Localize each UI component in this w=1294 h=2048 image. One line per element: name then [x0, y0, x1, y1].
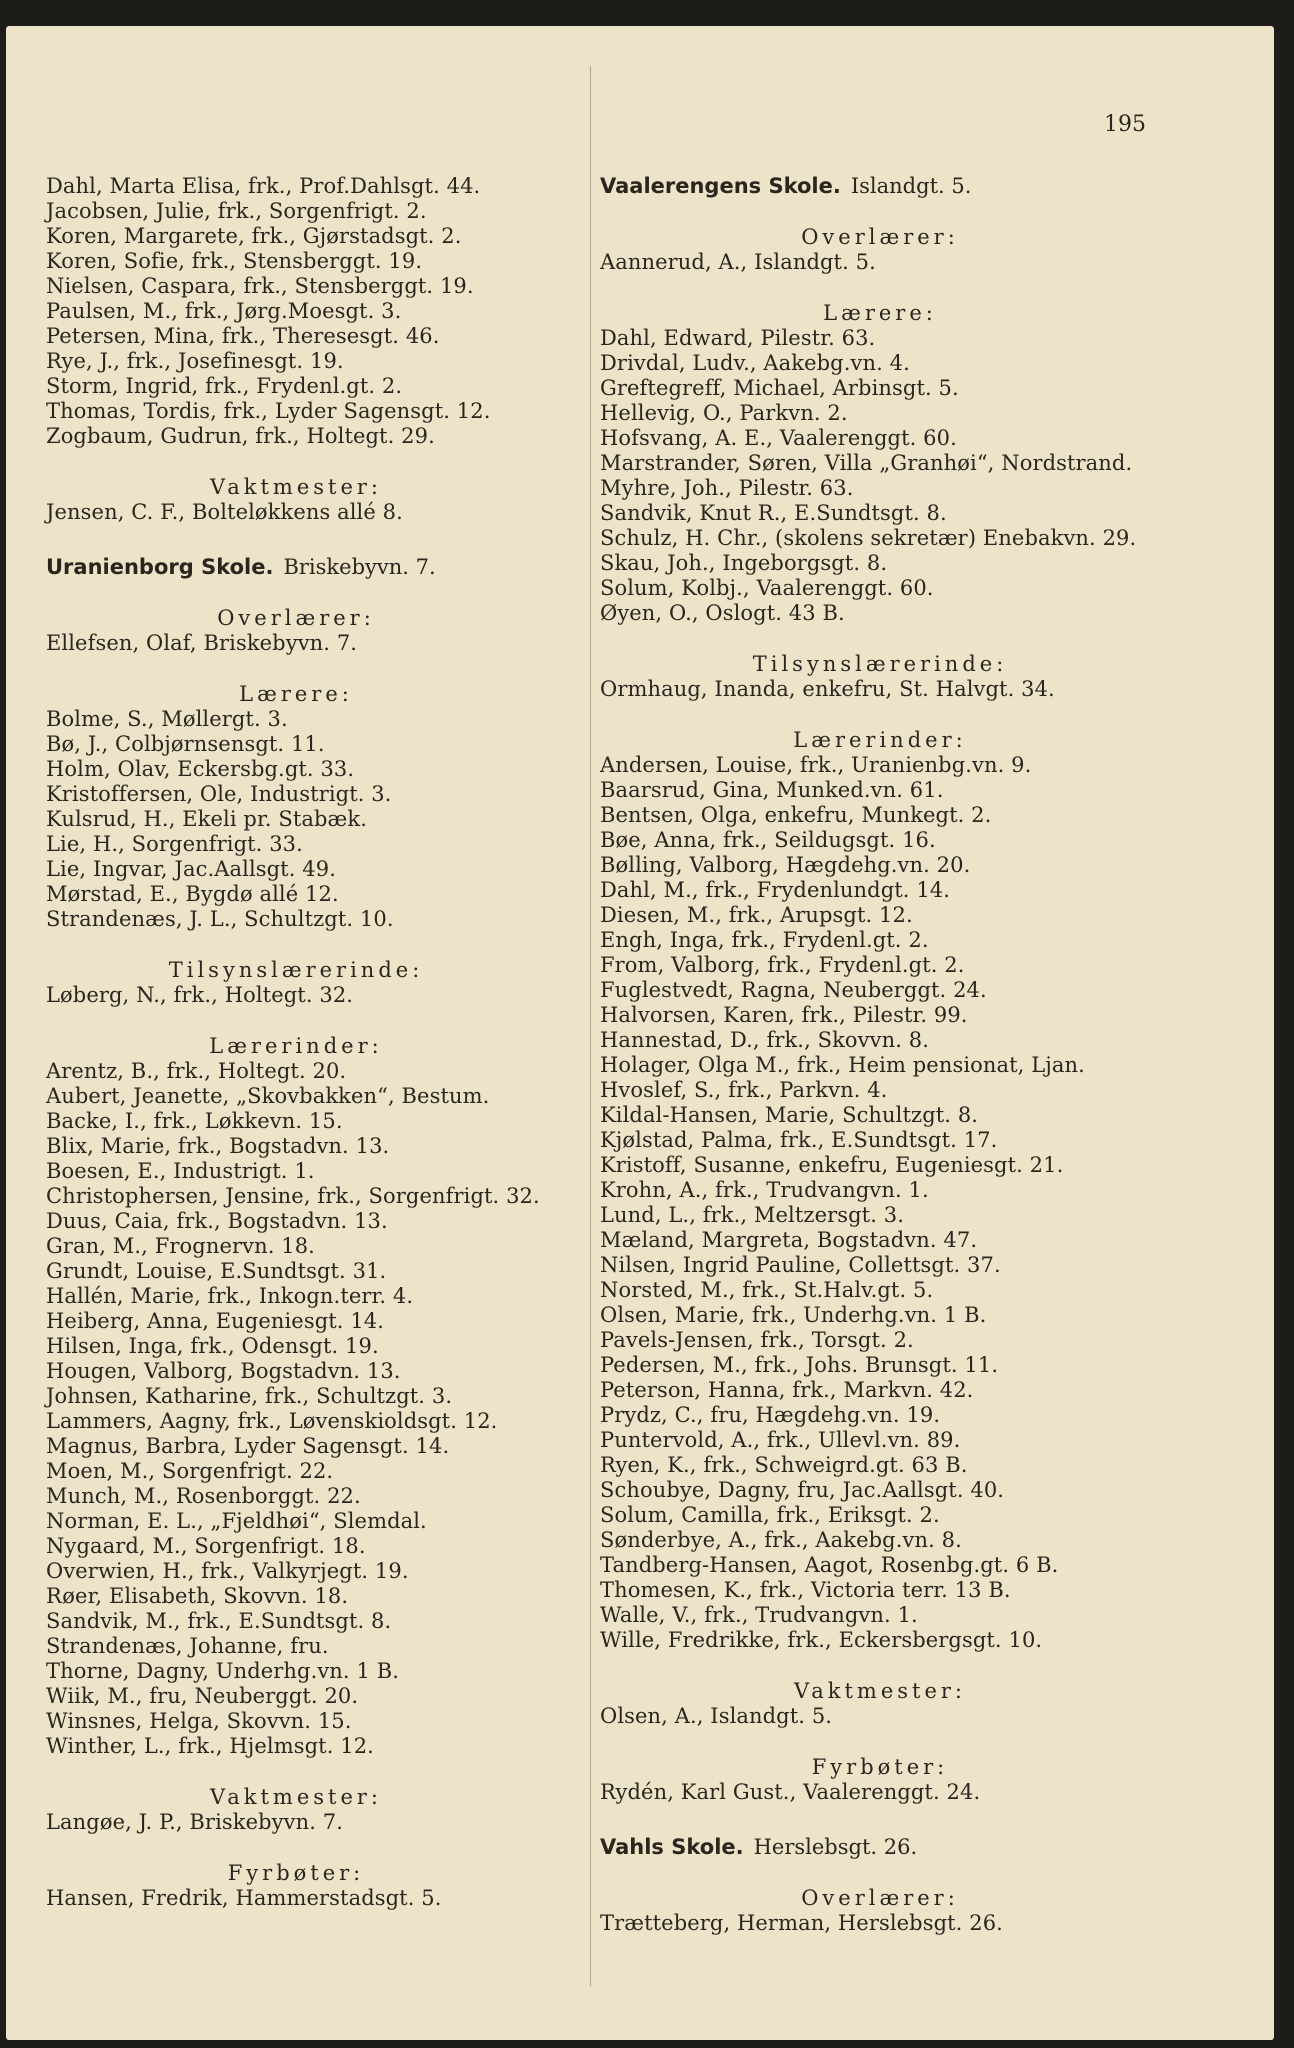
directory-entry: Solum, Kolbj., Vaalerenggt. 60. — [600, 576, 934, 600]
overlaerer-list — [600, 250, 1160, 275]
directory-entry: Bø, J., Colbjørnsensgt. 11. — [46, 732, 325, 756]
laererinder-list — [600, 753, 1160, 1653]
laerere-heading: Lærere: — [239, 682, 353, 706]
directory-entry: Peterson, Hanna, frk., Markvn. 42. — [600, 1378, 974, 1402]
directory-entry: Kulsrud, H., Ekeli pr. Stabæk. — [46, 807, 367, 831]
school-name: Vaalerengens Skole. — [600, 174, 841, 198]
directory-entry: Zogbaum, Gudrun, frk., Holtegt. 29. — [46, 424, 435, 448]
directory-entry: Røer, Elisabeth, Skovvn. 18. — [46, 1584, 349, 1608]
directory-entry: Christophersen, Jensine, frk., Sorgenfrigt. 32. — [46, 1184, 540, 1208]
fyrboter-heading: Fyrbøter: — [811, 1755, 949, 1779]
tilsyn-list — [46, 983, 546, 1008]
directory-entry: Holm, Olav, Eckersbg.gt. 33. — [46, 757, 355, 781]
directory-entry: Hansen, Fredrik, Hammerstadsgt. 5. — [46, 1886, 442, 1910]
vaktmester-list — [600, 1704, 1160, 1729]
directory-entry: Lie, H., Sorgenfrigt. 33. — [46, 832, 303, 856]
overlaerer-heading: Overlærer: — [801, 225, 959, 249]
directory-entry: Schulz, H. Chr., (skolens sekretær) Enebakvn. 29. — [600, 526, 1137, 550]
laererinder-heading: Lærerinder: — [793, 728, 967, 752]
directory-entry: Aannerud, A., Islandgt. 5. — [600, 250, 876, 274]
directory-entry: Paulsen, M., frk., Jørg.Moesgt. 3. — [46, 299, 402, 323]
directory-entry: Strandenæs, Johanne, fru. — [46, 1634, 329, 1658]
directory-entry: Magnus, Barbra, Lyder Sagensgt. 14. — [46, 1434, 450, 1458]
directory-entry: Rye, J., frk., Josefinesgt. 19. — [46, 349, 344, 373]
directory-entry: Sandvik, M., frk., E.Sundtsgt. 8. — [46, 1609, 392, 1633]
directory-entry: Hofsvang, A. E., Vaalerenggt. 60. — [600, 426, 957, 450]
overlaerer-heading: Overlærer: — [217, 606, 375, 630]
vaktmester-heading: Vaktmester: — [209, 475, 383, 499]
directory-entry: Pedersen, M., frk., Johs. Brunsgt. 11. — [600, 1353, 999, 1377]
directory-entry: Olsen, A., Islandgt. 5. — [600, 1704, 833, 1728]
directory-entry: Baarsrud, Gina, Munked.vn. 61. — [600, 778, 944, 802]
directory-entry: Bolme, S., Møllergt. 3. — [46, 707, 288, 731]
directory-entry: Ormhaug, Inanda, enkefru, St. Halvgt. 34. — [600, 677, 1055, 701]
directory-entry: Heiberg, Anna, Eugeniesgt. 14. — [46, 1309, 385, 1333]
left-column — [46, 174, 546, 1911]
school-name: Vahls Skole. — [600, 1835, 744, 1859]
directory-entry: Hvoslef, S., frk., Parkvn. 4. — [600, 1078, 888, 1102]
directory-entry: Norsted, M., frk., St.Halv.gt. 5. — [600, 1278, 934, 1302]
page-number: 195 — [1104, 112, 1146, 137]
column-divider — [590, 66, 591, 1986]
continued-entries — [46, 174, 546, 449]
directory-entry: Andersen, Louise, frk., Uranienbg.vn. 9. — [600, 753, 1032, 777]
directory-entry: Kjølstad, Palma, frk., E.Sundtsgt. 17. — [600, 1128, 998, 1152]
directory-entry: Moen, M., Sorgenfrigt. 22. — [46, 1459, 334, 1483]
directory-entry: Rydén, Karl Gust., Vaalerenggt. 24. — [600, 1780, 981, 1804]
directory-entry: Mæland, Margreta, Bogstadvn. 47. — [600, 1228, 978, 1252]
overlaerer-list-2 — [600, 1911, 1160, 1936]
directory-entry: Koren, Sofie, frk., Stensberggt. 19. — [46, 249, 423, 273]
directory-entry: Petersen, Mina, frk., Theresesgt. 46. — [46, 324, 440, 348]
laerere-heading: Lærere: — [823, 301, 937, 325]
directory-entry: Walle, V., frk., Trudvangvn. 1. — [600, 1603, 918, 1627]
directory-entry: Greftegreff, Michael, Arbinsgt. 5. — [600, 376, 959, 400]
directory-entry: Øyen, O., Oslogt. 43 B. — [600, 601, 845, 625]
directory-entry: Hellevig, O., Parkvn. 2. — [600, 401, 848, 425]
directory-entry: Engh, Inga, frk., Frydenl.gt. 2. — [600, 928, 929, 952]
directory-entry: Winsnes, Helga, Skovvn. 15. — [46, 1709, 352, 1733]
overlaerer-heading-2: Overlærer: — [801, 1886, 959, 1910]
directory-entry: Storm, Ingrid, frk., Frydenl.gt. 2. — [46, 374, 403, 398]
tilsyn-heading: Tilsynslærerinde: — [752, 652, 1008, 676]
directory-entry: Drivdal, Ludv., Aakebg.vn. 4. — [600, 351, 910, 375]
directory-entry: Puntervold, A., frk., Ullevl.vn. 89. — [600, 1428, 961, 1452]
school-title-uranienborg — [46, 555, 546, 580]
directory-entry: Myhre, Joh., Pilestr. 63. — [600, 476, 854, 500]
overlaerer-list — [46, 631, 546, 656]
directory-entry: Dahl, Edward, Pilestr. 63. — [600, 326, 876, 350]
directory-entry: Lund, L., frk., Meltzersgt. 3. — [600, 1203, 904, 1227]
school-title-vahls — [600, 1835, 1160, 1860]
directory-entry: Fuglestvedt, Ragna, Neuberggt. 24. — [600, 978, 987, 1002]
directory-entry: Bentsen, Olga, enkefru, Munkegt. 2. — [600, 803, 992, 827]
school-address: Briskebyvn. 7. — [283, 555, 436, 579]
directory-entry: Trætteberg, Herman, Herslebsgt. 26. — [600, 1911, 1003, 1935]
directory-entry: Kristoffersen, Ole, Industrigt. 3. — [46, 782, 392, 806]
directory-entry: Langøe, J. P., Briskebyvn. 7. — [46, 1810, 343, 1834]
school-title-vaalerengen — [600, 174, 1160, 199]
directory-entry: Sønderbye, A., frk., Aakebg.vn. 8. — [600, 1528, 962, 1552]
directory-entry: Bøe, Anna, frk., Seildugsgt. 16. — [600, 828, 936, 852]
directory-entry: Munch, M., Rosenborggt. 22. — [46, 1484, 361, 1508]
directory-entry: Bølling, Valborg, Hægdehg.vn. 20. — [600, 853, 971, 877]
directory-entry: Krohn, A., frk., Trudvangvn. 1. — [600, 1178, 929, 1202]
directory-entry: Overwien, H., frk., Valkyrjegt. 19. — [46, 1559, 409, 1583]
laerere-list — [46, 707, 546, 932]
directory-entry: Halvorsen, Karen, frk., Pilestr. 99. — [600, 1003, 968, 1027]
vaktmester-list-2 — [46, 1810, 546, 1835]
directory-entry: Winther, L., frk., Hjelmsgt. 12. — [46, 1734, 374, 1758]
laererinder-heading: Lærerinder: — [209, 1034, 383, 1058]
directory-entry: Olsen, Marie, frk., Underhg.vn. 1 B. — [600, 1303, 987, 1327]
directory-entry: Holager, Olga M., frk., Heim pensionat, Ljan. — [600, 1053, 1085, 1077]
directory-entry: Ryen, K., frk., Schweigrd.gt. 63 B. — [600, 1453, 968, 1477]
directory-entry: Blix, Marie, frk., Bogstadvn. 13. — [46, 1134, 390, 1158]
directory-entry: Duus, Caia, frk., Bogstadvn. 13. — [46, 1209, 388, 1233]
school-address: Islandgt. 5. — [850, 174, 972, 198]
directory-entry: Grundt, Louise, E.Sundtsgt. 31. — [46, 1259, 387, 1283]
directory-entry: From, Valborg, frk., Frydenl.gt. 2. — [600, 953, 965, 977]
directory-entry: Boesen, E., Industrigt. 1. — [46, 1159, 315, 1183]
directory-entry: Wille, Fredrikke, frk., Eckersbergsgt. 10. — [600, 1628, 1043, 1652]
directory-entry: Hougen, Valborg, Bogstadvn. 13. — [46, 1359, 401, 1383]
directory-entry: Lammers, Aagny, frk., Løvenskioldsgt. 12. — [46, 1409, 498, 1433]
directory-entry: Schoubye, Dagny, fru, Jac.Aallsgt. 40. — [600, 1478, 1005, 1502]
directory-entry: Gran, M., Frognervn. 18. — [46, 1234, 315, 1258]
directory-entry: Norman, E. L., „Fjeldhøi“, Slemdal. — [46, 1509, 427, 1533]
laerere-list — [600, 326, 1160, 626]
directory-entry: Jensen, C. F., Bolteløkkens allé 8. — [46, 500, 403, 524]
school-name: Uranienborg Skole. — [46, 555, 274, 579]
directory-entry: Lie, Ingvar, Jac.Aallsgt. 49. — [46, 857, 336, 881]
directory-entry: Mørstad, E., Bygdø allé 12. — [46, 882, 339, 906]
directory-entry: Løberg, N., frk., Holtegt. 32. — [46, 983, 354, 1007]
tilsyn-list — [600, 677, 1160, 702]
directory-entry: Skau, Joh., Ingeborgsgt. 8. — [600, 551, 888, 575]
directory-entry: Nielsen, Caspara, frk., Stensberggt. 19. — [46, 274, 474, 298]
directory-entry: Dahl, M., frk., Frydenlundgt. 14. — [600, 878, 951, 902]
directory-entry: Pavels-Jensen, frk., Torsgt. 2. — [600, 1328, 914, 1352]
directory-entry: Backe, I., frk., Løkkevn. 15. — [46, 1109, 343, 1133]
directory-entry: Solum, Camilla, frk., Eriksgt. 2. — [600, 1503, 940, 1527]
directory-entry: Koren, Margarete, frk., Gjørstadsgt. 2. — [46, 224, 462, 248]
directory-entry: Thomesen, K., frk., Victoria terr. 13 B. — [600, 1578, 1011, 1602]
directory-entry: Thomas, Tordis, frk., Lyder Sagensgt. 12. — [46, 399, 491, 423]
fyrboter-list — [600, 1780, 1160, 1805]
directory-entry: Hilsen, Inga, frk., Odensgt. 19. — [46, 1334, 379, 1358]
directory-entry: Arentz, B., frk., Holtegt. 20. — [46, 1059, 347, 1083]
directory-entry: Diesen, M., frk., Arupsgt. 12. — [600, 903, 913, 927]
school-address: Herslebsgt. 26. — [753, 1835, 918, 1859]
directory-page — [6, 26, 1274, 2040]
directory-entry: Hallén, Marie, frk., Inkogn.terr. 4. — [46, 1284, 414, 1308]
vaktmester-heading: Vaktmester: — [793, 1679, 967, 1703]
laererinder-list — [46, 1059, 546, 1759]
directory-entry: Nilsen, Ingrid Pauline, Collettsgt. 37. — [600, 1253, 1001, 1277]
directory-entry: Thorne, Dagny, Underhg.vn. 1 B. — [46, 1659, 400, 1683]
directory-entry: Jacobsen, Julie, frk., Sorgenfrigt. 2. — [46, 199, 427, 223]
vaktmester-heading-2: Vaktmester: — [209, 1785, 383, 1809]
directory-entry: Sandvik, Knut R., E.Sundtsgt. 8. — [600, 501, 947, 525]
right-column — [600, 174, 1160, 1936]
directory-entry: Wiik, M., fru, Neuberggt. 20. — [46, 1684, 359, 1708]
directory-entry: Nygaard, M., Sorgenfrigt. 18. — [46, 1534, 366, 1558]
directory-entry: Marstrander, Søren, Villa „Granhøi“, Nordstrand. — [600, 451, 1133, 475]
directory-entry: Johnsen, Katharine, frk., Schultzgt. 3. — [46, 1384, 453, 1408]
directory-entry: Kildal-Hansen, Marie, Schultzgt. 8. — [600, 1103, 979, 1127]
directory-entry: Ellefsen, Olaf, Briskebyvn. 7. — [46, 631, 358, 655]
directory-entry: Tandberg-Hansen, Aagot, Rosenbg.gt. 6 B. — [600, 1553, 1059, 1577]
directory-entry: Dahl, Marta Elisa, frk., Prof.Dahlsgt. 44. — [46, 174, 481, 198]
fyrboter-list — [46, 1886, 546, 1911]
directory-entry: Aubert, Jeanette, „Skovbakken“, Bestum. — [46, 1084, 490, 1108]
directory-entry: Hannestad, D., frk., Skovvn. 8. — [600, 1028, 930, 1052]
directory-entry: Prydz, C., fru, Hægdehg.vn. 19. — [600, 1403, 941, 1427]
vaktmester-list — [46, 500, 546, 525]
directory-entry: Strandenæs, J. L., Schultzgt. 10. — [46, 907, 394, 931]
fyrboter-heading: Fyrbøter: — [227, 1861, 365, 1885]
directory-entry: Kristoff, Susanne, enkefru, Eugeniesgt. 21. — [600, 1153, 1064, 1177]
tilsyn-heading: Tilsynslærerinde: — [168, 958, 424, 982]
